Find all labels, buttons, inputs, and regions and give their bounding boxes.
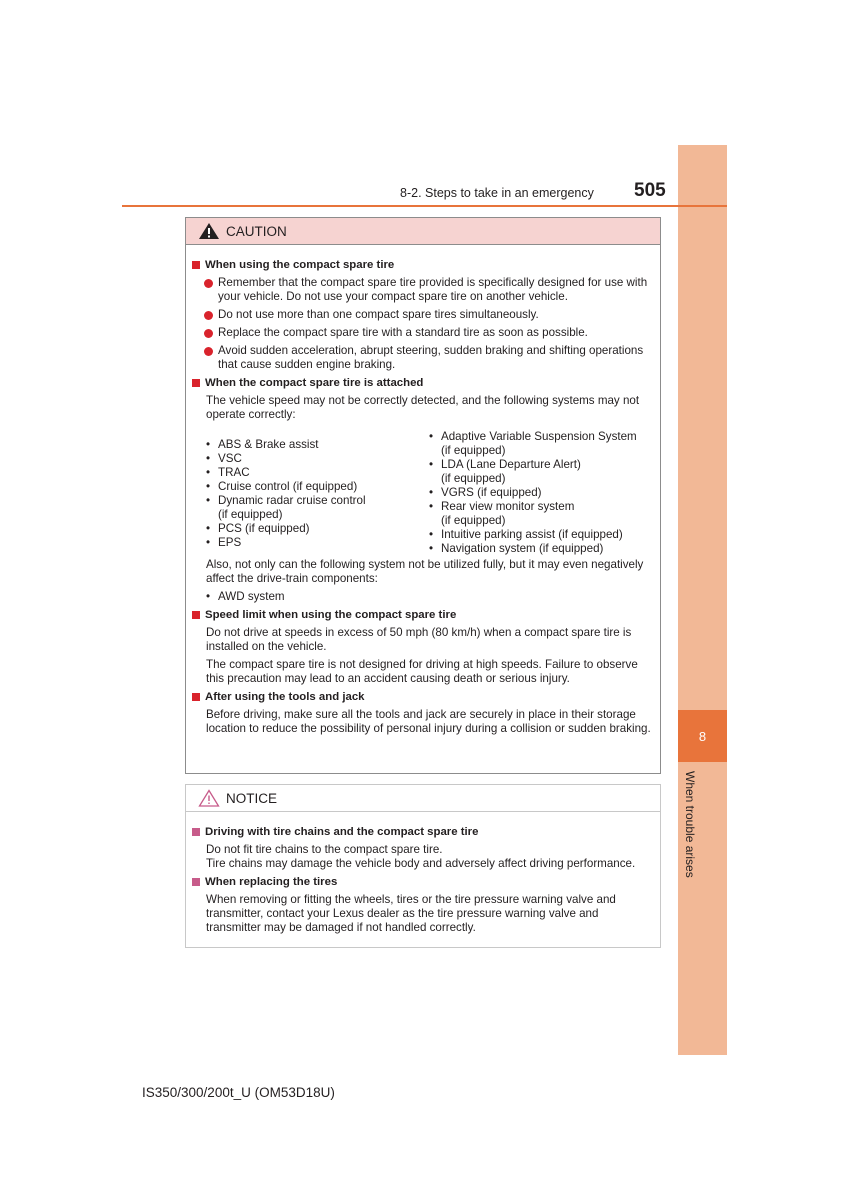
list-item-continuation: (if equipped) xyxy=(441,514,506,527)
systems-list-right xyxy=(429,430,652,556)
list-item: • Dynamic radar cruise control xyxy=(206,494,366,507)
red-dot-icon xyxy=(204,279,213,288)
list-item: • Adaptive Variable Suspension System xyxy=(429,430,637,443)
list-item: • Rear view monitor system xyxy=(429,500,575,513)
list-item: • AWD system xyxy=(206,590,285,603)
notice-title: NOTICE xyxy=(226,790,278,806)
red-square-icon xyxy=(192,261,200,269)
warning-triangle-icon xyxy=(198,222,220,240)
list-item-continuation: (if equipped) xyxy=(218,508,283,521)
list-item: • VGRS (if equipped) xyxy=(429,486,542,499)
header-rule xyxy=(122,205,727,207)
list-item: Do not use more than one compact spare tires simultaneously. xyxy=(204,308,652,322)
chapter-side-tab xyxy=(678,145,727,1055)
list-item: Replace the compact spare tire with a standard tire as soon as possible. xyxy=(204,326,652,340)
paragraph: Do not fit tire chains to the compact spare tire. xyxy=(206,843,443,856)
paragraph: When removing or fitting the wheels, tires or the tire pressure warning valve and transmitter, contact your Lexus dealer as the tire pressure warning valve and transmitter may be damaged if not handled correctly. xyxy=(206,893,616,934)
caution-body xyxy=(186,245,660,736)
systems-list xyxy=(206,430,652,556)
chapter-title: When trouble arises xyxy=(683,771,697,878)
list-item: • LDA (Lane Departure Alert) xyxy=(429,458,581,471)
page-number: 505 xyxy=(634,180,666,201)
list-item-continuation: (if equipped) xyxy=(441,472,506,485)
section-heading: When the compact spare tire is attached xyxy=(190,376,652,390)
list-item: • EPS xyxy=(206,536,242,549)
red-square-icon xyxy=(192,693,200,701)
red-square-icon xyxy=(192,611,200,619)
magenta-square-icon xyxy=(192,828,200,836)
list-item: • Cruise control (if equipped) xyxy=(206,480,358,493)
notice-triangle-icon xyxy=(198,789,220,807)
section-heading: Driving with tire chains and the compact spare tire xyxy=(190,825,652,839)
paragraph: Before driving, make sure all the tools and jack are securely in place in their storage location to reduce the possibility of personal injury during a collision or sudden braking. xyxy=(206,708,651,735)
section-heading: When using the compact spare tire xyxy=(190,258,652,272)
section-heading: Speed limit when using the compact spare tire xyxy=(190,608,652,622)
notice-header xyxy=(186,785,660,812)
caution-box xyxy=(185,217,661,774)
list-item: • ABS & Brake assist xyxy=(206,438,319,451)
red-dot-icon xyxy=(204,311,213,320)
red-dot-icon xyxy=(204,329,213,338)
chapter-number: 8 xyxy=(698,728,707,744)
red-square-icon xyxy=(192,379,200,387)
list-item: Remember that the compact spare tire provided is specifically designed for use with your vehicle. Do not use your compact spare tire on another vehicle. xyxy=(204,276,652,304)
footer-model: IS350/300/200t_U (OM53D18U) xyxy=(142,1085,335,1100)
paragraph: The vehicle speed may not be correctly detected, and the following systems may not operate correctly: xyxy=(206,394,640,421)
list-item: • VSC xyxy=(206,452,242,465)
notice-box xyxy=(185,784,661,948)
chapter-number-box xyxy=(678,710,727,762)
caution-header xyxy=(186,218,660,245)
caution-title: CAUTION xyxy=(226,223,287,239)
list-item: • Navigation system (if equipped) xyxy=(429,542,604,555)
list-item: • Intuitive parking assist (if equipped) xyxy=(429,528,623,541)
systems-list-left xyxy=(206,430,429,556)
red-dot-icon xyxy=(204,347,213,356)
list-item-continuation: (if equipped) xyxy=(441,444,506,457)
list-item: • TRAC xyxy=(206,466,250,479)
list-item: Avoid sudden acceleration, abrupt steering, sudden braking and shifting operations that cause sudden engine braking. xyxy=(204,344,652,372)
section-heading: After using the tools and jack xyxy=(190,690,652,704)
paragraph: Do not drive at speeds in excess of 50 mph (80 km/h) when a compact spare tire is installed on the vehicle. xyxy=(206,626,632,653)
magenta-square-icon xyxy=(192,878,200,886)
paragraph: Tire chains may damage the vehicle body and adversely affect driving performance. xyxy=(206,857,636,870)
section-title: 8-2. Steps to take in an emergency xyxy=(400,186,594,200)
section-heading: When replacing the tires xyxy=(190,875,652,889)
paragraph: Also, not only can the following system not be utilized fully, but it may even negatively affect the drive-train components: xyxy=(206,558,644,585)
notice-body xyxy=(186,812,660,935)
list-item: • PCS (if equipped) xyxy=(206,522,310,535)
paragraph: The compact spare tire is not designed for driving at high speeds. Failure to observe this precaution may lead to an accident causing death or serious injury. xyxy=(206,658,638,685)
